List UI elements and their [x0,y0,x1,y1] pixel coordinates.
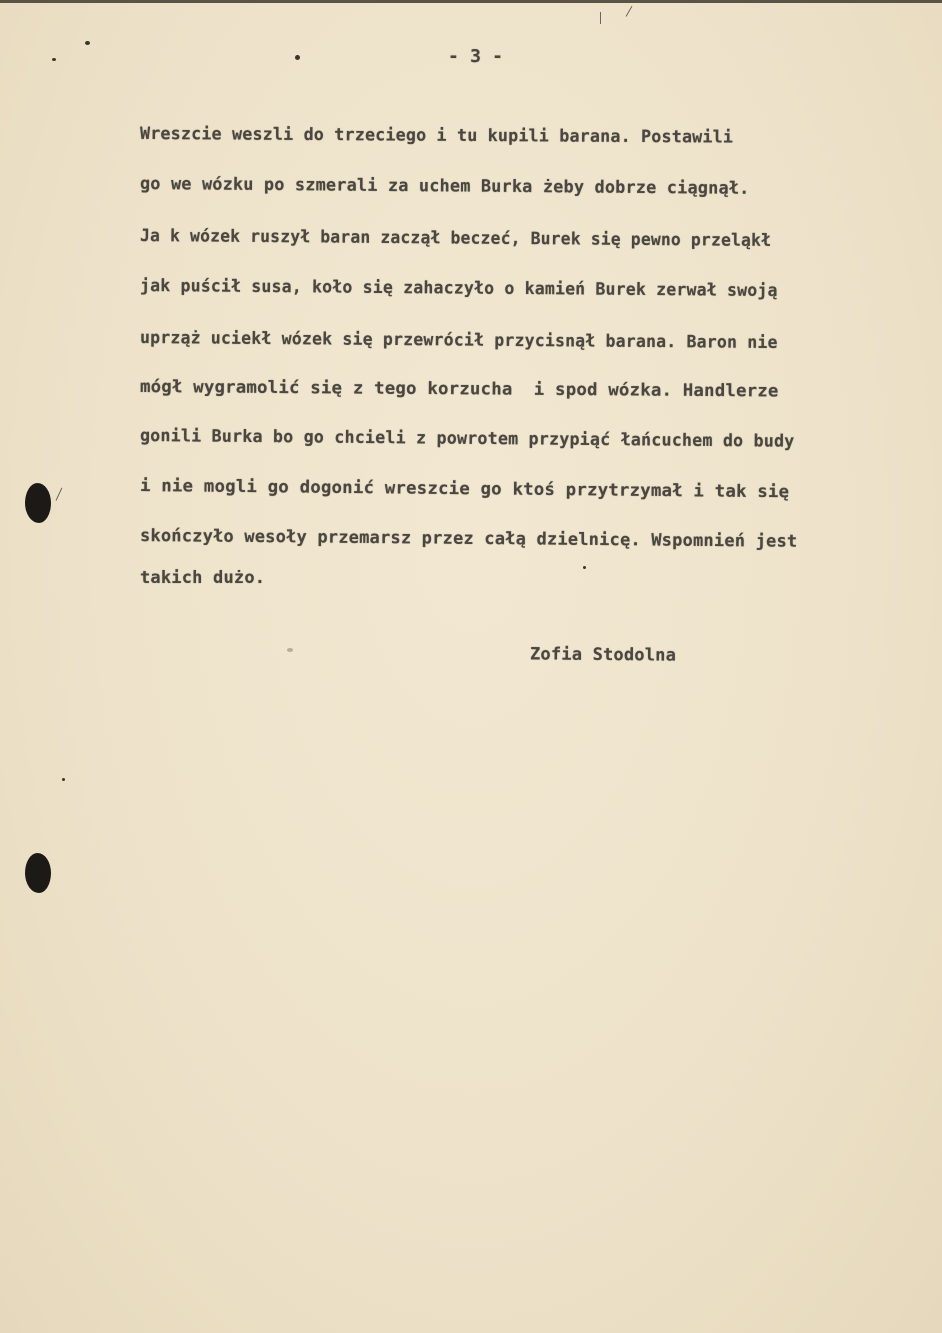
paper-speck [287,648,293,652]
pencil-mark [56,488,63,501]
paper-speck [62,778,65,781]
punch-hole [25,853,51,893]
paper-speck [583,566,586,569]
text-line: go we wózku po szmerali za uchem Burka żeby dobrze ciągnął. [139,174,750,199]
paper-speck [85,41,90,45]
text-line: jak puścił susa, koło się zahaczyło o kamień Burek zerwał swoją [139,276,778,302]
text-line: skończyło wesoły przemarsz przez całą dzielnicę. Wspomnień jest [139,526,798,552]
paper-speck [295,55,300,60]
pencil-mark [600,12,601,24]
text-line: gonili Burka bo go chcieli z powrotem przypiąć łańcuchem do budy [139,426,795,452]
pencil-mark [626,6,633,17]
paper-speck [52,58,56,61]
page-number: - 3 - [448,46,504,67]
scan-top-edge [0,0,942,3]
text-line: uprząż uciekł wózek się przewrócił przycisnął barana. Baron nie [139,328,778,354]
text-line: Ja k wózek ruszył baran zaczął beczeć, Burek się pewno przeląkł [139,226,772,251]
author-signature: Zofia Stodolna [529,644,677,666]
text-line: i nie mogli go dogonić wreszcie go ktoś przytrzymał i tak się [139,476,790,503]
text-line: takich dużo. [140,568,266,588]
punch-hole [25,483,51,523]
text-line: mógł wygramolić się z tego korzucha i spod wózka. Handlerze [139,377,779,402]
text-line: Wreszcie weszli do trzeciego i tu kupili barana. Postawili [139,124,734,148]
